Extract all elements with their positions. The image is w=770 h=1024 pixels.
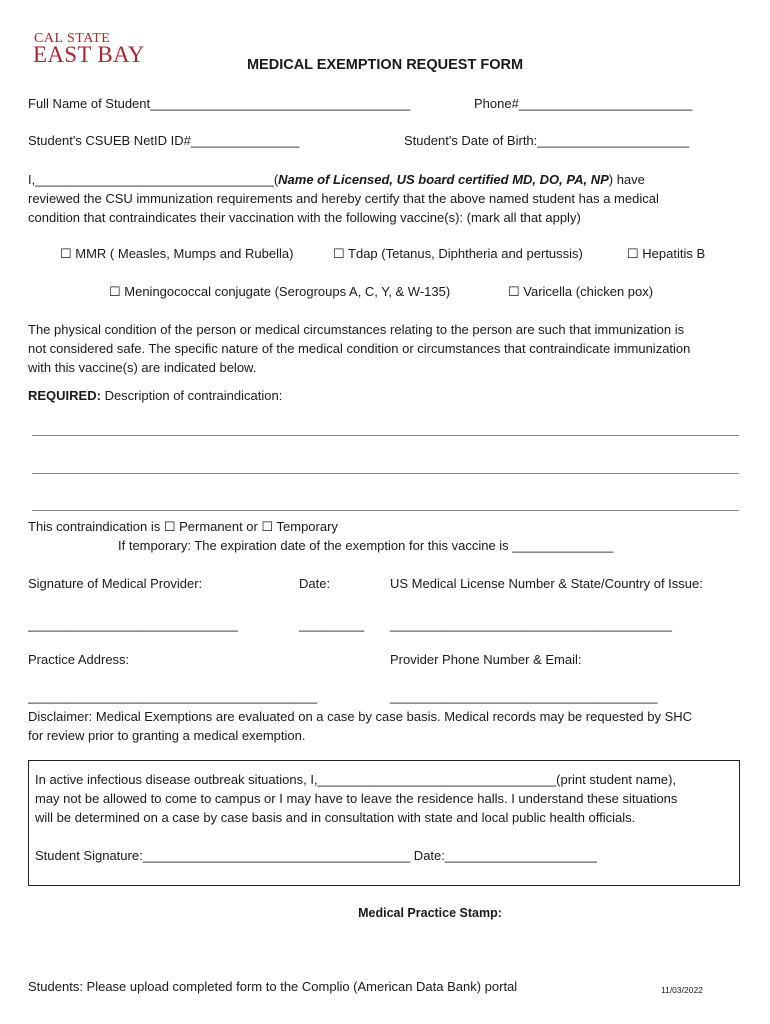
checkbox-varicella[interactable]: ☐ Varicella (chicken pox) xyxy=(508,284,654,299)
condition-paragraph: The physical condition of the person or medical circumstances relating to the person are such that immunization is not considered safe. The specific nature of the medical condition or circumstances that contraindicate immunization with this vaccine(s) are indicated below. xyxy=(28,322,691,375)
form-title: MEDICAL EXEMPTION REQUEST FORM xyxy=(246,57,524,73)
outbreak-acknowledgement-box: In active infectious disease outbreak situations, I,_________________________________(print student name), may not be allowed to come to campus or I may have to leave the residence halls. I understand these situations will be determined on a case by case basis and in consultation with state and local public health officials. Student Signature:_____________________________________ Date:_____________________ xyxy=(28,760,740,886)
provider-contact-field[interactable]: _____________________________________ xyxy=(390,689,658,704)
netid-field[interactable]: Student's CSUEB NetID ID#_______________ xyxy=(28,133,300,148)
contraindication-type[interactable]: This contraindication is ☐ Permanent or ☐ Temporary xyxy=(28,519,338,534)
checkbox-meningococcal[interactable]: ☐ Meningococcal conjugate (Serogroups A, C, Y, & W-135) xyxy=(109,284,451,299)
certification-paragraph: I,_________________________________(Name of Licensed, US board certified MD, DO, PA, NP) have reviewed the CSU immunization requirements and hereby certify that the above named student has a medical condition that contraindicates their vaccination with the following vaccine(s): (mark all that apply) xyxy=(28,172,659,225)
provider-date-label: Date: xyxy=(299,576,331,591)
dob-field[interactable]: Student's Date of Birth:_____________________ xyxy=(404,133,690,148)
logo-line-2: EAST BAY xyxy=(33,42,145,67)
full-name-field[interactable]: Full Name of Student____________________________________ xyxy=(28,96,411,111)
required-text: Description of contraindication: xyxy=(100,388,283,403)
disclaimer: Disclaimer: Medical Exemptions are evaluated on a case by case basis. Medical records may be requested by SHC for review prior to granting a medical exemption. xyxy=(28,709,693,743)
description-line-1[interactable] xyxy=(32,435,739,436)
student-name-field[interactable]: In active infectious disease outbreak situations, I,_________________________________(print student name), xyxy=(35,772,677,787)
practice-address-label: Practice Address: xyxy=(28,652,130,667)
checkbox-hepatitis-b[interactable]: ☐ Hepatitis B xyxy=(627,246,706,261)
provider-contact-label: Provider Phone Number & Email: xyxy=(390,652,582,667)
expiration-date-field[interactable]: If temporary: The expiration date of the exemption for this vaccine is ______________ xyxy=(118,538,614,553)
provider-types: Name of Licensed, US board certified MD, DO, PA, NP xyxy=(278,172,609,187)
form-revision-date: 11/03/2022 xyxy=(661,985,703,995)
provider-signature-field[interactable]: _____________________________ xyxy=(28,617,238,632)
required-label-row xyxy=(28,388,282,404)
practice-address-field[interactable]: ________________________________________ xyxy=(28,689,318,704)
provider-name-field[interactable]: I,_________________________________( xyxy=(28,172,279,187)
license-label: US Medical License Number & State/Country of Issue: xyxy=(390,576,703,591)
provider-signature-label: Signature of Medical Provider: xyxy=(28,576,203,591)
student-signature-field[interactable]: Student Signature:_____________________________________ Date:_____________________ xyxy=(35,848,597,863)
logo-line-1: CAL STATE xyxy=(34,31,111,46)
checkbox-tdap[interactable]: ☐ Tdap (Tetanus, Diphtheria and pertussis) xyxy=(333,246,583,261)
required-label: REQUIRED: xyxy=(28,388,101,403)
practice-stamp-label: Medical Practice Stamp: xyxy=(358,906,502,920)
provider-date-field[interactable]: _________ xyxy=(299,617,365,632)
description-line-3[interactable] xyxy=(32,510,739,511)
description-line-2[interactable] xyxy=(32,473,739,474)
license-field[interactable]: _______________________________________ xyxy=(390,617,672,632)
checkbox-mmr[interactable]: ☐ MMR ( Measles, Mumps and Rubella) xyxy=(60,246,294,261)
phone-field[interactable]: Phone#________________________ xyxy=(474,96,693,111)
upload-instructions: Students: Please upload completed form to the Complio (American Data Bank) portal xyxy=(28,979,518,994)
